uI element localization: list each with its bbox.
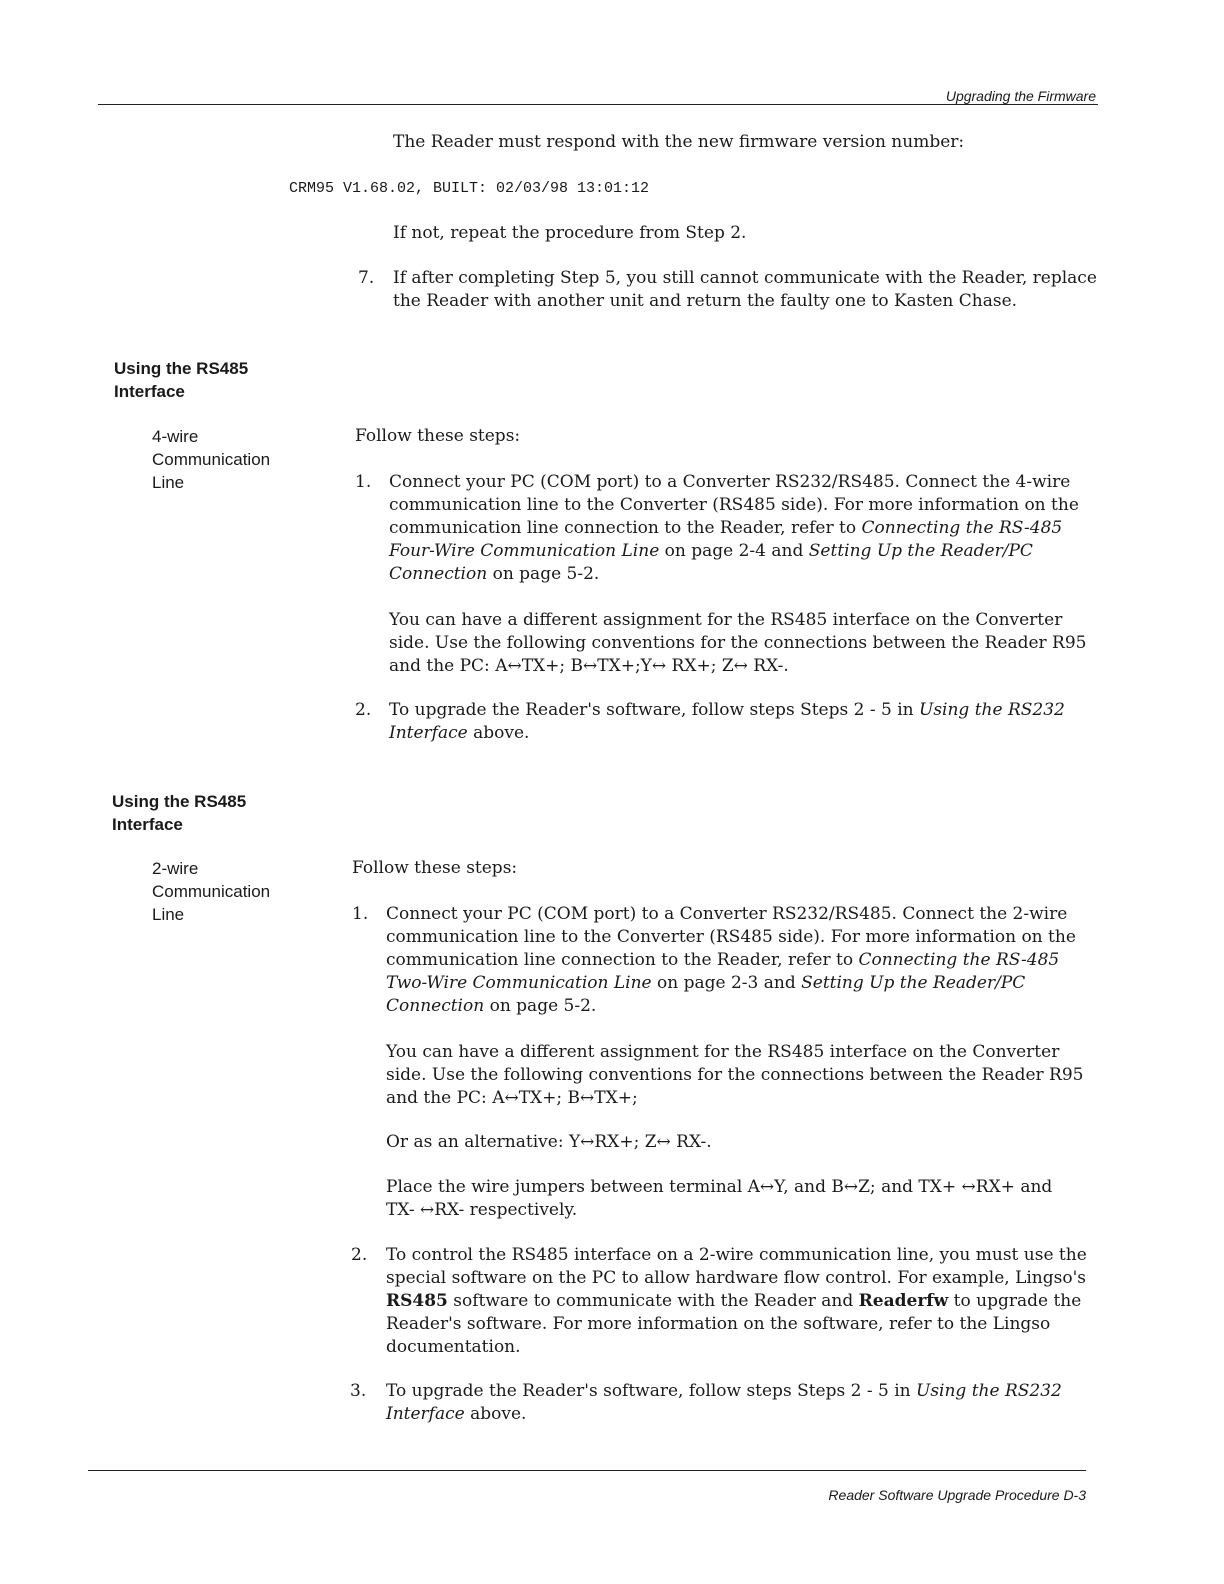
step-7-text: If after completing Step 5, you still cannot communicate with the Reader, replace the Reader with another unit and return the faulty one to Kasten Chase. xyxy=(393,268,1097,311)
section-1-heading-line1: Using the RS485 xyxy=(114,359,249,378)
section-1-sub-line2: Communication xyxy=(152,450,271,469)
s2-step1-link1: Connecting the RS-485 Two-Wire Communication Line xyxy=(386,950,1060,993)
s2-step3-link: Using the RS232 Interface xyxy=(386,1381,1062,1424)
section-2-step-1-para4: Place the wire jumpers between terminal A↔Y, and B↔Z; and TX+ ↔RX+ and TX- ↔RX- respectively. xyxy=(386,1177,1053,1220)
s1-step1-link1: Connecting the RS-485 Four-Wire Communication Line xyxy=(389,518,1063,561)
s1-step1-a: Connect your PC (COM port) to a Converter RS232/RS485. Connect the 4-wire communication line to the Converter (RS485 side). For more information on the communication line connection to the Reader, refer to xyxy=(389,472,1079,538)
section-1-step-1-text xyxy=(389,471,1099,586)
s2-step2-a: To control the RS485 interface on a 2-wire communication line, you must use the special software on the PC to allow hardware flow control. For example, Lingso's xyxy=(386,1245,1087,1288)
section-2-step-1-text xyxy=(386,903,1098,1018)
respond-text: The Reader must respond with the new firmware version number: xyxy=(393,132,965,152)
section-1-step-2-number: 2. xyxy=(355,700,372,720)
s1-step1-link2: Setting Up the Reader/PC Connection xyxy=(389,541,1033,584)
footer-rule xyxy=(88,1470,1086,1471)
section-1-subheading xyxy=(152,425,270,494)
s2-step2-c: to upgrade the Reader's software. For more information on the software, refer to the Lingso documentation. xyxy=(386,1291,1082,1357)
section-2-sub-line3: Line xyxy=(152,905,185,924)
section-2-subheading xyxy=(152,857,270,926)
s2-step1-c: on page 5-2. xyxy=(484,996,597,1016)
section-1-step-1-number: 1. xyxy=(355,472,372,492)
s2-step2-bold1: RS485 xyxy=(386,1291,448,1311)
s2-step1-b: on page 2-3 and xyxy=(651,973,802,993)
firmware-version-line: CRM95 V1.68.02, BUILT: 02/03/98 13:01:12 xyxy=(289,180,650,197)
s2-step3-b: above. xyxy=(464,1404,527,1424)
section-2-step-1-number: 1. xyxy=(352,904,369,924)
section-2-step-3-text xyxy=(386,1380,1098,1426)
s2-step3-a: To upgrade the Reader's software, follow steps Steps 2 - 5 in xyxy=(386,1381,916,1401)
running-footer: Reader Software Upgrade Procedure D-3 xyxy=(828,1487,1086,1503)
s1-step1-c: on page 5-2. xyxy=(487,564,600,584)
step-7-number: 7. xyxy=(358,268,375,288)
section-1-heading xyxy=(114,357,248,403)
s1-step2-a: To upgrade the Reader's software, follow steps Steps 2 - 5 in xyxy=(389,700,919,720)
s2-step1-link2: Setting Up the Reader/PC Connection xyxy=(386,973,1026,1016)
s1-step1-b: on page 2-4 and xyxy=(659,541,809,561)
section-1-step-1-para2: You can have a different assignment for the RS485 interface on the Converter side. Use the following conventions for the connections between the Reader R95 and the PC: A↔TX+; B↔TX+;Y↔ RX+; Z↔ RX-. xyxy=(389,610,1087,676)
section-2-step-1-para2: You can have a different assignment for the RS485 interface on the Converter side. Use the following conventions for the connections between the Reader R95 and the PC: A↔TX+; B↔TX+; xyxy=(386,1042,1084,1108)
s2-step2-b: software to communicate with the Reader and xyxy=(447,1291,859,1311)
section-1-heading-line2: Interface xyxy=(114,382,185,401)
s2-step2-bold2: Readerfw xyxy=(858,1291,949,1311)
if-not-text: If not, repeat the procedure from Step 2. xyxy=(393,223,747,243)
section-2-sub-line1: 2-wire xyxy=(152,859,199,878)
section-1-sub-line3: Line xyxy=(152,473,185,492)
s1-step2-link: Using the RS232 Interface xyxy=(389,700,1065,743)
section-2-heading-line2: Interface xyxy=(112,815,183,834)
section-2-step-2-text xyxy=(386,1244,1098,1359)
section-1-sub-line1: 4-wire xyxy=(152,427,199,446)
section-2-step-2-number: 2. xyxy=(351,1245,368,1265)
s2-step1-a: Connect your PC (COM port) to a Converter RS232/RS485. Connect the 2-wire communication line to the Converter (RS485 side). For more information on the communication line connection to the Reader, refer to xyxy=(386,904,1076,970)
section-1-step-2-text xyxy=(389,699,1099,745)
section-2-step-3-number: 3. xyxy=(350,1381,367,1401)
running-header: Upgrading the Firmware xyxy=(945,88,1096,104)
section-1-intro: Follow these steps: xyxy=(355,426,521,446)
section-2-step-1-para3: Or as an alternative: Y↔RX+; Z↔ RX-. xyxy=(386,1132,712,1152)
header-rule xyxy=(98,104,1098,105)
s1-step2-b: above. xyxy=(467,723,530,743)
section-2-heading-line1: Using the RS485 xyxy=(112,792,247,811)
section-2-heading xyxy=(112,790,246,836)
section-2-sub-line2: Communication xyxy=(152,882,271,901)
section-2-intro: Follow these steps: xyxy=(352,858,518,878)
